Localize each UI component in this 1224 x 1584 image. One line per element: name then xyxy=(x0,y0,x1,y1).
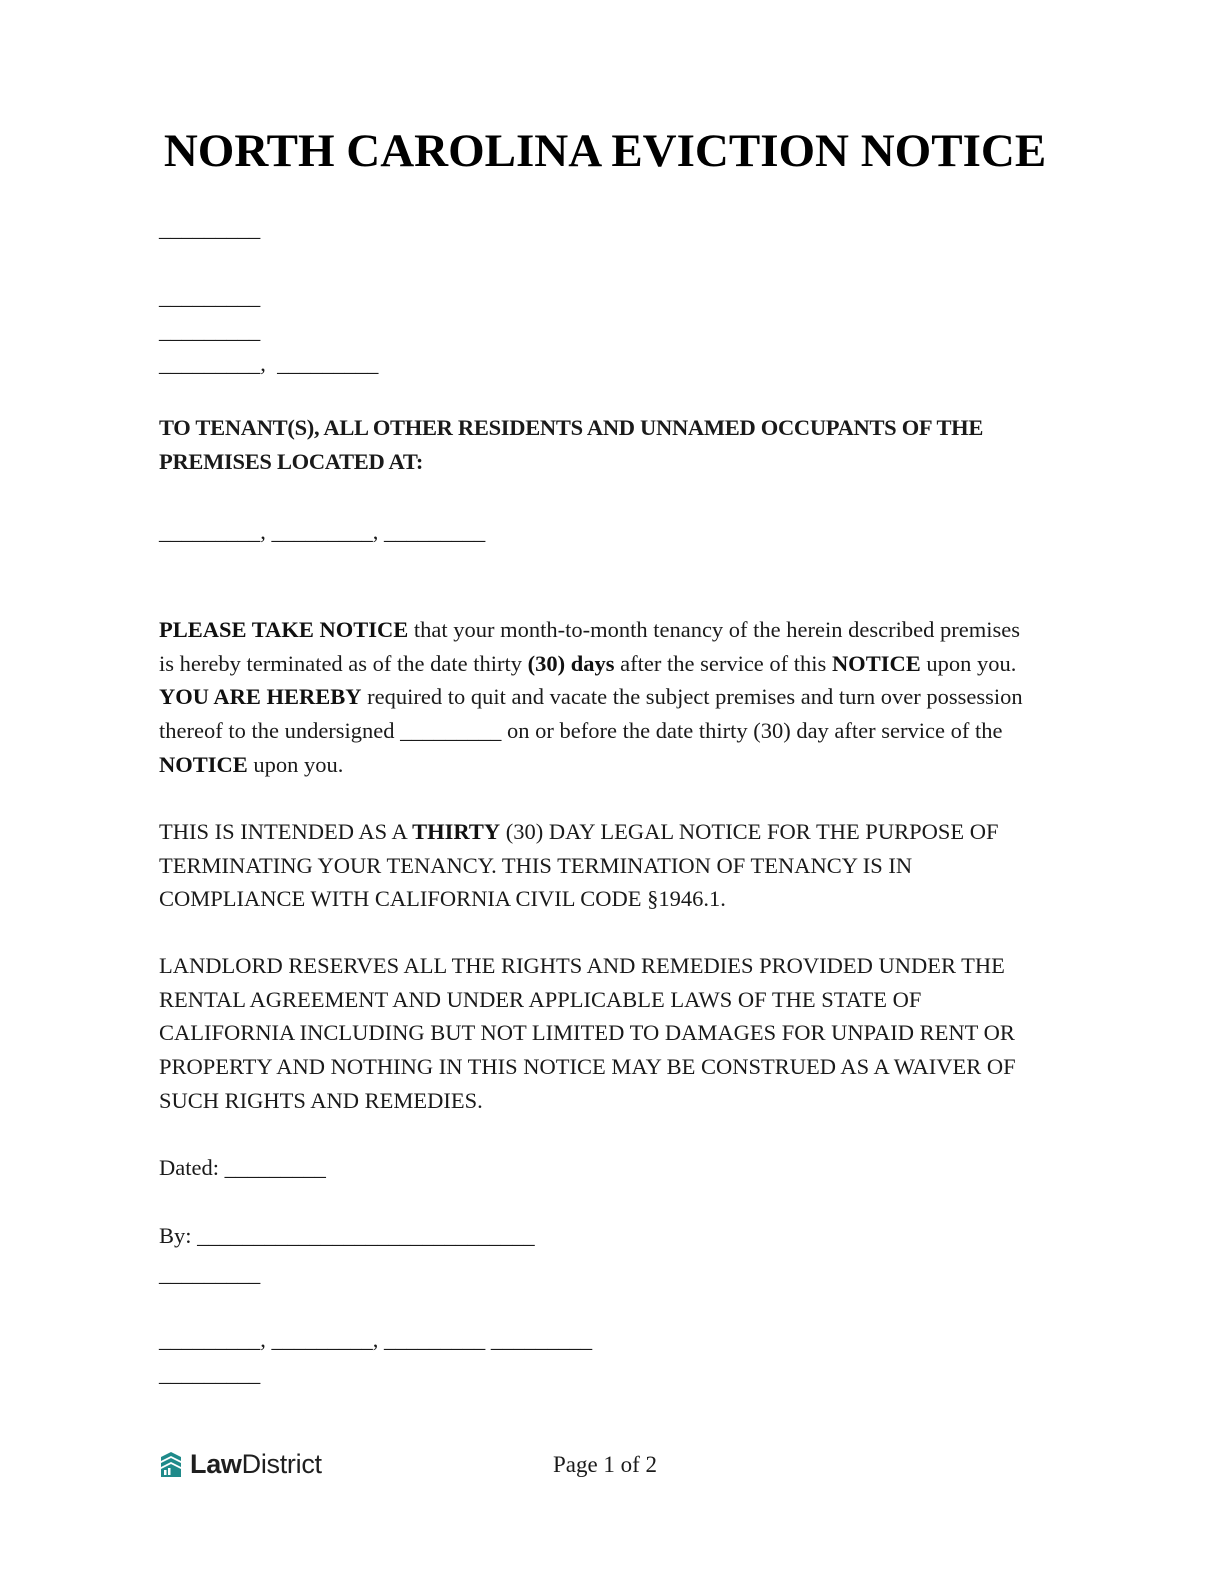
signer-state-blank[interactable]: _________ xyxy=(384,1327,486,1352)
notice-text-3: upon you. xyxy=(920,650,1017,676)
notice-days: (30) days xyxy=(527,650,615,676)
signer-zip-blank[interactable]: _________ xyxy=(490,1327,593,1352)
undersigned-blank[interactable]: _________ xyxy=(400,718,502,744)
notice-word-2: NOTICE xyxy=(159,751,248,777)
by-line xyxy=(159,1219,535,1253)
lawdistrict-logo xyxy=(158,1446,322,1482)
logo-text-regular: District xyxy=(241,1448,322,1479)
you-are-hereby: YOU ARE HEREBY xyxy=(159,684,362,710)
signer-phone-blank[interactable]: _________ xyxy=(159,1361,261,1386)
notice-text-4: required to quit and vacate the subject premises and turn over possession thereof to the undersigned xyxy=(159,684,1023,744)
logo-text xyxy=(190,1449,322,1480)
notice-text-1: that your month-to-month tenancy of the herein described premises is hereby terminated as of the date thirty xyxy=(159,617,1020,676)
document-title: NORTH CAROLINA EVICTION NOTICE xyxy=(163,125,1047,177)
page-number: Page 1 of 2 xyxy=(552,1452,658,1477)
signer-address: _________, _________, _________ _________ xyxy=(159,1327,593,1352)
rights-paragraph: LANDLORD RESERVES ALL THE RIGHTS AND REMEDIES PROVIDED UNDER THE RENTAL AGREEMENT AND UNDER APPLICABLE LAWS OF THE STATE OF CALIFORNIA INCLUDING BUT NOT LIMITED TO DAMAGES FOR UNPAID RENT OR PROPERTY AND NOTHING IN THIS NOTICE MAY BE CONSTRUED AS A WAIVER OF SUCH RIGHTS AND REMEDIES. xyxy=(159,953,1016,1113)
intent-text-1: THIS IS INTENDED AS A xyxy=(159,819,413,844)
notice-word-1: NOTICE xyxy=(831,650,921,676)
signer-city-blank[interactable]: _________ xyxy=(271,1327,373,1352)
signature-blank[interactable]: ______________________________ xyxy=(197,1223,535,1248)
intent-thirty: THIRTY xyxy=(412,819,501,844)
lawdistrict-logo-icon xyxy=(158,1449,184,1479)
premises-zip-blank[interactable]: _________ xyxy=(384,519,486,544)
tenant-heading: TO TENANT(S), ALL OTHER RESIDENTS AND UNNAMED OCCUPANTS OF THE PREMISES LOCATED AT: xyxy=(159,415,984,474)
dated-label: Dated: xyxy=(159,1155,219,1180)
premises-street-blank[interactable]: _________ xyxy=(159,519,261,544)
landlord-state-blank[interactable]: _________ xyxy=(277,351,379,376)
notice-paragraph xyxy=(159,613,1029,782)
dated-blank[interactable]: _________ xyxy=(224,1155,326,1180)
intent-paragraph xyxy=(159,815,1029,916)
landlord-address2-blank[interactable]: _________ xyxy=(159,318,261,343)
landlord-city-state: _________, _________ xyxy=(159,351,379,376)
landlord-name-blank[interactable]: _________ xyxy=(159,216,261,241)
notice-text-6: upon you. xyxy=(247,751,344,777)
by-label: By: xyxy=(159,1223,192,1248)
dated-line xyxy=(159,1151,326,1185)
notice-text-5: on or before the date thirty (30) day after service of the xyxy=(501,718,1003,744)
intent-text-2: (30) DAY LEGAL NOTICE FOR THE PURPOSE OF TERMINATING YOUR TENANCY. THIS TERMINATION OF TENANCY IS IN COMPLIANCE WITH CALIFORNIA CIVIL CODE §1946.1. xyxy=(159,819,999,912)
landlord-city-blank[interactable]: _________ xyxy=(159,351,261,376)
premises-address: _________, _________, _________ xyxy=(159,519,486,544)
premises-city-blank[interactable]: _________ xyxy=(271,519,373,544)
notice-text-2: after the service of this xyxy=(614,650,832,676)
signer-street-blank[interactable]: _________ xyxy=(159,1327,261,1352)
landlord-address1-blank[interactable]: _________ xyxy=(159,284,261,309)
please-take-notice: PLEASE TAKE NOTICE xyxy=(159,617,409,642)
signer-name-blank[interactable]: _________ xyxy=(159,1261,261,1286)
logo-text-bold: Law xyxy=(190,1448,242,1479)
